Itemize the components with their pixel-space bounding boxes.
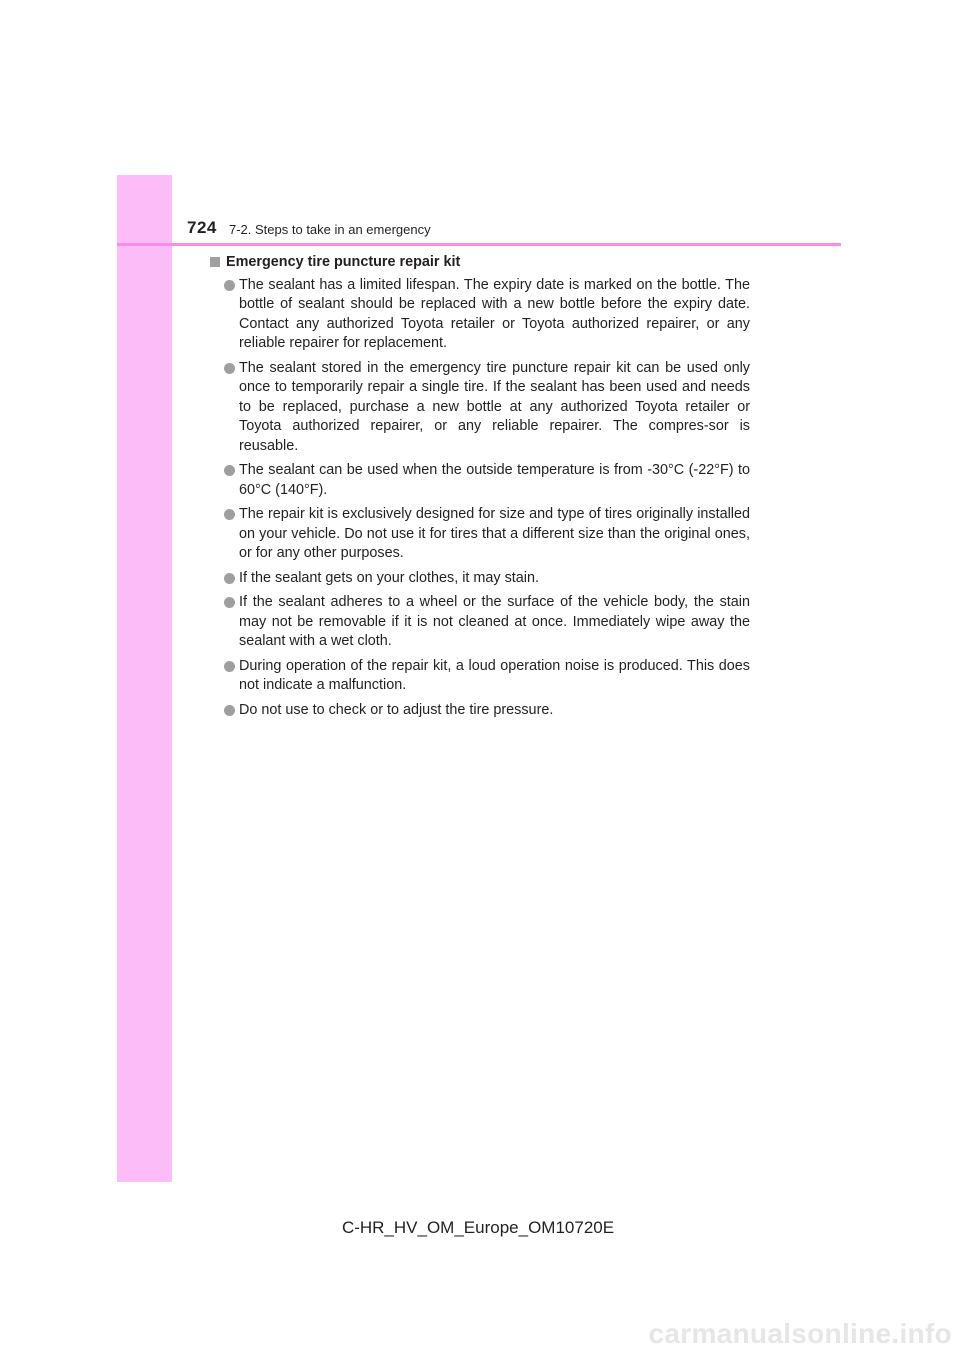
circle-bullet-icon (224, 363, 235, 374)
list-item (210, 276, 750, 354)
page-number: 724 (187, 218, 217, 237)
heading-text: Emergency tire puncture repair kit (226, 254, 461, 270)
list-item-text: The sealant can be used when the outside temperature is from -30°C (-22°F) to 60°C (140°F). (239, 462, 750, 498)
header-rule (117, 243, 841, 246)
list-item (210, 359, 750, 457)
list-item-text: If the sealant gets on your clothes, it may stain. (239, 569, 539, 586)
list-item (210, 701, 750, 721)
list-item (210, 657, 750, 696)
square-bullet-icon (210, 257, 220, 267)
watermark: carmanualsonline.info (648, 1318, 952, 1349)
list-item (210, 569, 750, 589)
list-item (210, 505, 750, 564)
circle-bullet-icon (224, 465, 235, 476)
list-item-text: Do not use to check or to adjust the tire pressure. (239, 701, 554, 718)
circle-bullet-icon (224, 280, 235, 291)
list-item-text: The repair kit is exclusively designed for size and type of tires originally installed on your vehicle. Do not use it for tires that a different size than the original ones, or for any other purposes. (239, 506, 750, 561)
side-tab-bar (117, 175, 172, 1182)
list-item-text: During operation of the repair kit, a loud operation noise is produced. This does not indicate a malfunction. (239, 657, 750, 693)
list-item-text: If the sealant adheres to a wheel or the surface of the vehicle body, the stain may not be removable if it is not cleaned at once. Immediately wipe away the sealant with a wet cloth. (239, 594, 750, 649)
list-item-text: The sealant stored in the emergency tire puncture repair kit can be used only once to temporarily repair a single tire. If the sealant has been used and needs to be replaced, purchase a new bottle at any authorized Toyota retailer or Toyota authorized repairer, or any reliable repairer. The compres-sor is reusable. (239, 359, 750, 454)
footer (0, 1218, 960, 1238)
circle-bullet-icon (224, 573, 235, 584)
list-item (210, 593, 750, 652)
circle-bullet-icon (224, 705, 235, 716)
list-item (210, 461, 750, 500)
section-heading (210, 253, 750, 273)
list-item-text: The sealant has a limited lifespan. The expiry date is marked on the bottle. The bottle of sealant should be replaced with a new bottle before the expiry date. Contact any authorized Toyota retailer or Toyota authorized repairer, or any reliable repairer for replacement. (239, 276, 750, 351)
document-code: C-HR_HV_OM_Europe_OM10720E (341, 1218, 615, 1237)
circle-bullet-icon (224, 597, 235, 608)
circle-bullet-icon (224, 509, 235, 520)
circle-bullet-icon (224, 661, 235, 672)
section-title: 7-2. Steps to take in an emergency (229, 222, 431, 237)
page-content (210, 253, 750, 725)
